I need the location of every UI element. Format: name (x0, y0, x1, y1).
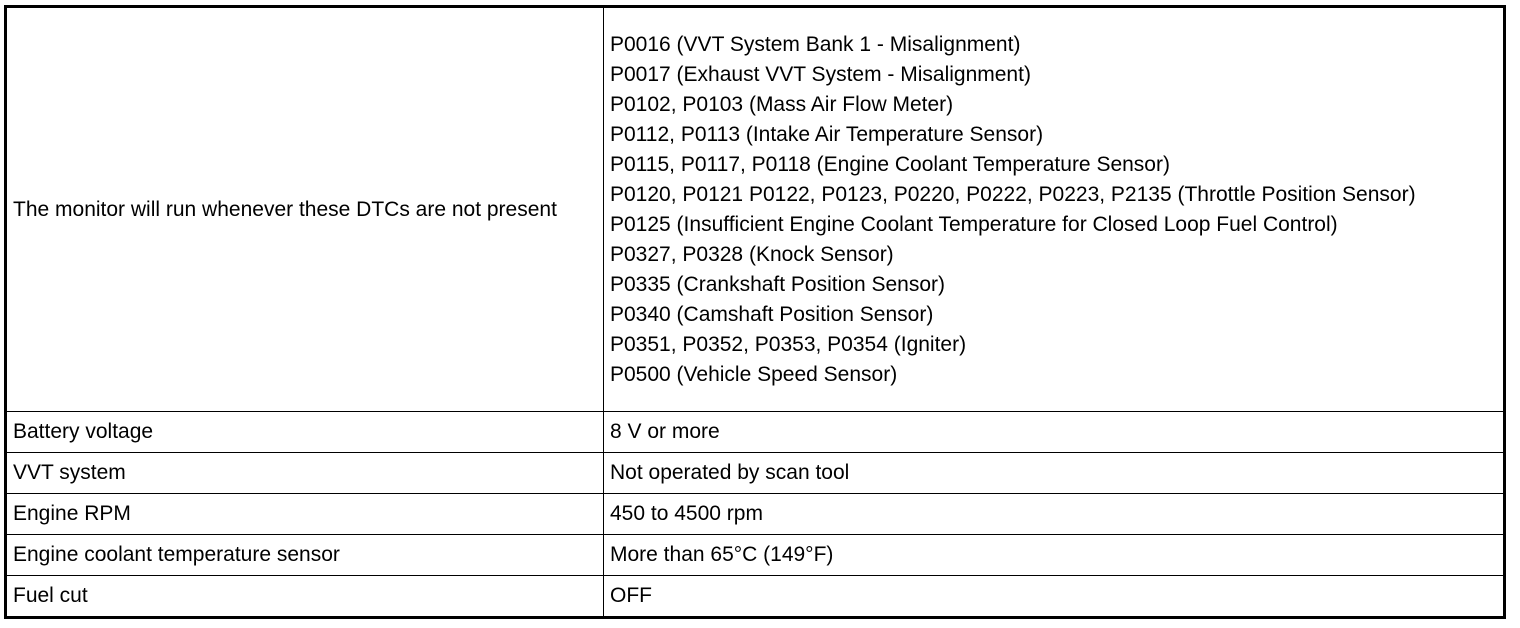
requirement-cell: OFF (604, 576, 1505, 618)
dtc-entry: P0016 (VVT System Bank 1 - Misalignment) (610, 32, 1021, 56)
condition-cell: Engine RPM (6, 494, 604, 535)
requirement-cell: Not operated by scan tool (604, 453, 1505, 494)
table-row (6, 494, 1505, 535)
dtc-list-cell (604, 7, 1505, 412)
condition-cell: Battery voltage (6, 412, 604, 453)
requirement-cell: 8 V or more (604, 412, 1505, 453)
dtc-entry: P0120, P0121 P0122, P0123, P0220, P0222, P0223, P2135 (Throttle Position Sensor) (610, 182, 1416, 206)
dtc-entry: P0102, P0103 (Mass Air Flow Meter) (610, 92, 954, 116)
requirement-cell: 450 to 4500 rpm (604, 494, 1505, 535)
dtc-entry: P0112, P0113 (Intake Air Temperature Sensor) (610, 122, 1044, 146)
dtc-entry: P0017 (Exhaust VVT System - Misalignment) (610, 62, 1031, 86)
dtc-entry: P0327, P0328 (Knock Sensor) (610, 242, 894, 266)
dtc-entry: P0500 (Vehicle Speed Sensor) (610, 362, 898, 386)
condition-cell: VVT system (6, 453, 604, 494)
condition-text: The monitor will run whenever these DTCs are not present (13, 197, 557, 221)
dtc-entry: P0115, P0117, P0118 (Engine Coolant Temperature Sensor) (610, 152, 1170, 176)
table-row (6, 412, 1505, 453)
table-row (6, 576, 1505, 618)
dtc-entry: P0125 (Insufficient Engine Coolant Temperature for Closed Loop Fuel Control) (610, 212, 1338, 236)
table-row (6, 535, 1505, 576)
condition-cell: Fuel cut (6, 576, 604, 618)
table-row (6, 453, 1505, 494)
dtc-entry: P0340 (Camshaft Position Sensor) (610, 302, 934, 326)
requirement-cell: More than 65°C (149°F) (604, 535, 1505, 576)
condition-cell (6, 7, 604, 412)
condition-cell: Engine coolant temperature sensor (6, 535, 604, 576)
table-row (6, 7, 1505, 412)
monitor-conditions-table (4, 5, 1506, 619)
dtc-entry: P0335 (Crankshaft Position Sensor) (610, 272, 946, 296)
dtc-entry: P0351, P0352, P0353, P0354 (Igniter) (610, 332, 967, 356)
